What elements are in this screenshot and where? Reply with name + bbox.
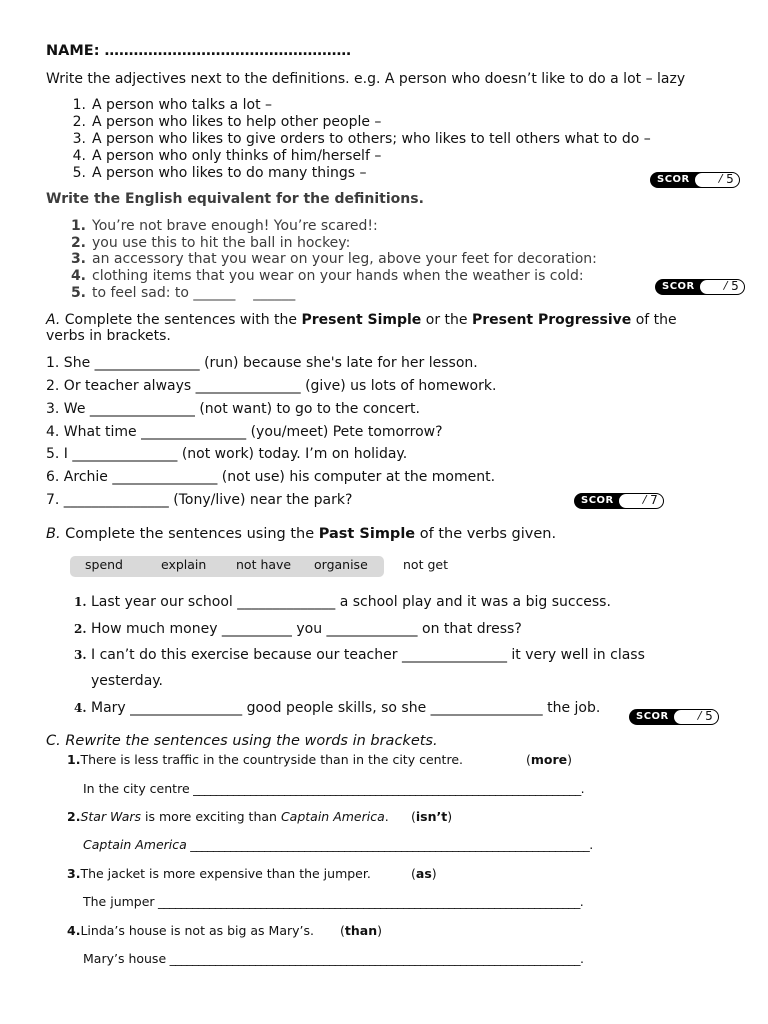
instruction-text: of the (631, 312, 677, 328)
item-text: you use this to hit the ball in hockey: (92, 234, 351, 251)
bracket: ) (567, 752, 573, 767)
section1-instruction: Write the adjectives next to the definitions. e.g. A person who doesn’t like to do a lot – lazy (46, 71, 686, 87)
keyword: more (530, 752, 568, 767)
sentence-text: Linda’s house is not as big as Mary’s. (80, 923, 314, 938)
answer-line-1[interactable] (83, 781, 584, 796)
score-field[interactable] (618, 493, 664, 509)
score-badge-sectionB (629, 709, 719, 725)
section-letter: B. (46, 526, 61, 542)
answer-blank[interactable]: ______________________________________________________________________. (186, 837, 593, 852)
sectionB-item-3[interactable] (74, 647, 645, 663)
tense-present-progressive: Present Progressive (471, 312, 632, 328)
bracket: ( (340, 923, 345, 938)
score-total: 5 (726, 172, 734, 186)
score-label: SCOR (650, 172, 704, 188)
keyword: than (344, 923, 378, 938)
item-text: Mary ________________ good people skills, so she ________________ the job. (90, 700, 601, 716)
sectionB-item-3-continued: yesterday. (91, 673, 164, 689)
sectionC-heading: C. Rewrite the sentences using the words in brackets. (46, 733, 438, 749)
item-number: 2. (72, 114, 86, 130)
answer-prefix: Captain America (83, 837, 187, 852)
sectionA-item-4[interactable]: 4. What time _______________ (you/meet) Pete tomorrow? (46, 424, 443, 440)
bracket: ) (431, 866, 437, 881)
item-number: 2. (74, 622, 87, 636)
item-text: clothing items that you wear on your hands when the weather is cold: (92, 268, 584, 285)
sectionC-item-4 (67, 923, 314, 938)
item-text: A person who likes to give orders to others; who likes to tell others what to do – (92, 131, 651, 147)
item-number: 1. (72, 97, 86, 113)
list-item[interactable] (46, 218, 597, 235)
answer-prefix: Mary’s house (83, 951, 167, 966)
item-text: A person who talks a lot – (92, 97, 273, 113)
item-text: Last year our school ______________ a school play and it was a big success. (90, 594, 611, 610)
list-item[interactable] (46, 268, 597, 285)
sentence-text: The jacket is more expensive than the jumper. (80, 866, 371, 881)
english-equivalents-list (46, 218, 597, 302)
sectionA-instruction (46, 312, 677, 328)
keyword-than (340, 923, 382, 938)
score-badge-section1 (650, 172, 740, 188)
score-total: 5 (705, 709, 713, 723)
score-slash: / (642, 493, 647, 506)
item-text: A person who only thinks of him/herself – (92, 148, 382, 164)
item-text: to feel sad: to ______ ______ (92, 284, 296, 301)
tense-past-simple: Past Simple (318, 526, 416, 542)
keyword-isnt (411, 809, 452, 824)
item-text: A person who likes to do many things – (92, 165, 367, 181)
item-number: 4. (74, 701, 87, 715)
word-bank-item: spend (85, 557, 123, 572)
item-number: 5. (72, 165, 86, 181)
answer-line-2[interactable] (83, 837, 593, 852)
word-bank-item: not get (403, 557, 448, 572)
sectionA-item-3[interactable]: 3. We _______________ (not want) to go to the concert. (46, 401, 420, 417)
item-number: 3. (74, 648, 87, 662)
keyword-as (411, 866, 437, 881)
item-text: an accessory that you wear on your leg, above your feet for decoration: (92, 251, 597, 268)
tense-present-simple: Present Simple (301, 312, 422, 328)
score-slash: / (697, 709, 702, 722)
item-text: I can’t do this exercise because our teacher _______________ it very well in class (90, 647, 645, 663)
list-item[interactable] (46, 97, 651, 114)
list-item[interactable] (46, 114, 651, 131)
item-number: 3. (72, 131, 86, 147)
item-text: How much money __________ you _____________ on that dress? (90, 621, 522, 637)
answer-line-4[interactable] (83, 951, 583, 966)
title-star-wars: Star Wars (80, 809, 142, 824)
keyword-more (526, 752, 572, 767)
sectionC-item-1 (67, 752, 463, 767)
item-text: A person who likes to help other people – (92, 114, 382, 130)
instruction-text: of the verbs given. (415, 526, 557, 542)
sectionA-item-6[interactable]: 6. Archie _______________ (not use) his computer at the moment. (46, 469, 496, 485)
item-number: 4. (67, 923, 81, 938)
answer-blank[interactable]: __________________________________________________________________________. (154, 894, 584, 909)
score-slash: / (718, 172, 723, 185)
title-captain-america: Captain America (280, 809, 385, 824)
answer-prefix: The jumper (83, 894, 155, 909)
sectionC-item-2 (67, 809, 389, 824)
list-item[interactable] (46, 235, 597, 252)
answer-blank[interactable]: ________________________________________________________________________. (166, 951, 584, 966)
answer-blank[interactable]: ____________________________________________________________________. (189, 781, 585, 796)
instruction-text: Complete the sentences with the (60, 312, 302, 328)
keyword: as (415, 866, 432, 881)
list-item[interactable] (46, 148, 651, 165)
score-total: 5 (731, 279, 739, 293)
sectionA-item-1[interactable]: 1. She _______________ (run) because she's late for her lesson. (46, 355, 478, 371)
item-text: You’re not brave enough! You’re scared!: (92, 218, 378, 234)
bracket: ( (411, 866, 416, 881)
sectionA-item-5[interactable]: 5. I _______________ (not work) today. I’m on holiday. (46, 446, 408, 462)
bracket: ( (411, 809, 416, 824)
sectionB-item-2[interactable] (74, 621, 522, 637)
instruction-text: or the (421, 312, 472, 328)
adjective-definitions-list (46, 97, 651, 182)
item-number: 4. (70, 268, 86, 285)
score-badge-sectionA (574, 493, 664, 509)
word-bank-item: not have (236, 557, 292, 572)
list-item[interactable] (46, 131, 651, 148)
score-total: 7 (650, 493, 658, 507)
sectionA-item-7[interactable]: 7. _______________ (Tony/live) near the park? (46, 492, 353, 508)
sentence-text: There is less traffic in the countryside than in the city centre. (80, 752, 463, 767)
item-number: 1. (74, 595, 87, 609)
answer-prefix: In the city centre (83, 781, 190, 796)
sectionB-item-1[interactable] (74, 594, 611, 610)
score-slash: / (723, 279, 728, 292)
sectionA-instruction-line2: verbs in brackets. (46, 328, 171, 344)
score-label: SCOR (629, 709, 683, 725)
instruction-text: Complete the sentences using the (60, 526, 319, 542)
list-item[interactable] (46, 165, 651, 182)
item-number: 2. (67, 809, 81, 824)
bracket: ) (447, 809, 453, 824)
score-badge-section2 (655, 279, 745, 295)
sectionB-instruction (46, 526, 556, 542)
score-label: SCOR (655, 279, 709, 295)
sectionB-item-4[interactable] (74, 700, 600, 716)
score-field[interactable] (694, 172, 740, 188)
section2-heading: Write the English equivalent for the definitions. (46, 191, 424, 207)
sentence-text: is more exciting than (141, 809, 281, 824)
score-field[interactable] (699, 279, 745, 295)
answer-line-3[interactable] (83, 894, 583, 909)
item-number: 5. (70, 284, 86, 301)
keyword: isn’t (415, 809, 448, 824)
list-item[interactable] (46, 251, 597, 268)
item-number: 1. (70, 218, 86, 234)
name-label[interactable]: NAME: …………………………………………… (46, 43, 352, 59)
item-number: 1. (67, 752, 81, 767)
sectionC-item-3 (67, 866, 371, 881)
score-field[interactable] (673, 709, 719, 725)
word-bank-item: explain (161, 557, 207, 572)
section-letter: A. (46, 312, 61, 328)
item-number: 4. (72, 148, 86, 164)
word-bank-item: organise (314, 557, 368, 572)
item-number: 3. (70, 251, 86, 268)
item-number: 3. (67, 866, 81, 881)
list-item[interactable] (46, 285, 597, 302)
sectionA-item-2[interactable]: 2. Or teacher always _______________ (give) us lots of homework. (46, 378, 497, 394)
sentence-text: . (384, 809, 389, 824)
item-number: 2. (70, 234, 86, 251)
score-label: SCOR (574, 493, 628, 509)
bracket: ) (377, 923, 382, 938)
bracket: ( (526, 752, 531, 767)
